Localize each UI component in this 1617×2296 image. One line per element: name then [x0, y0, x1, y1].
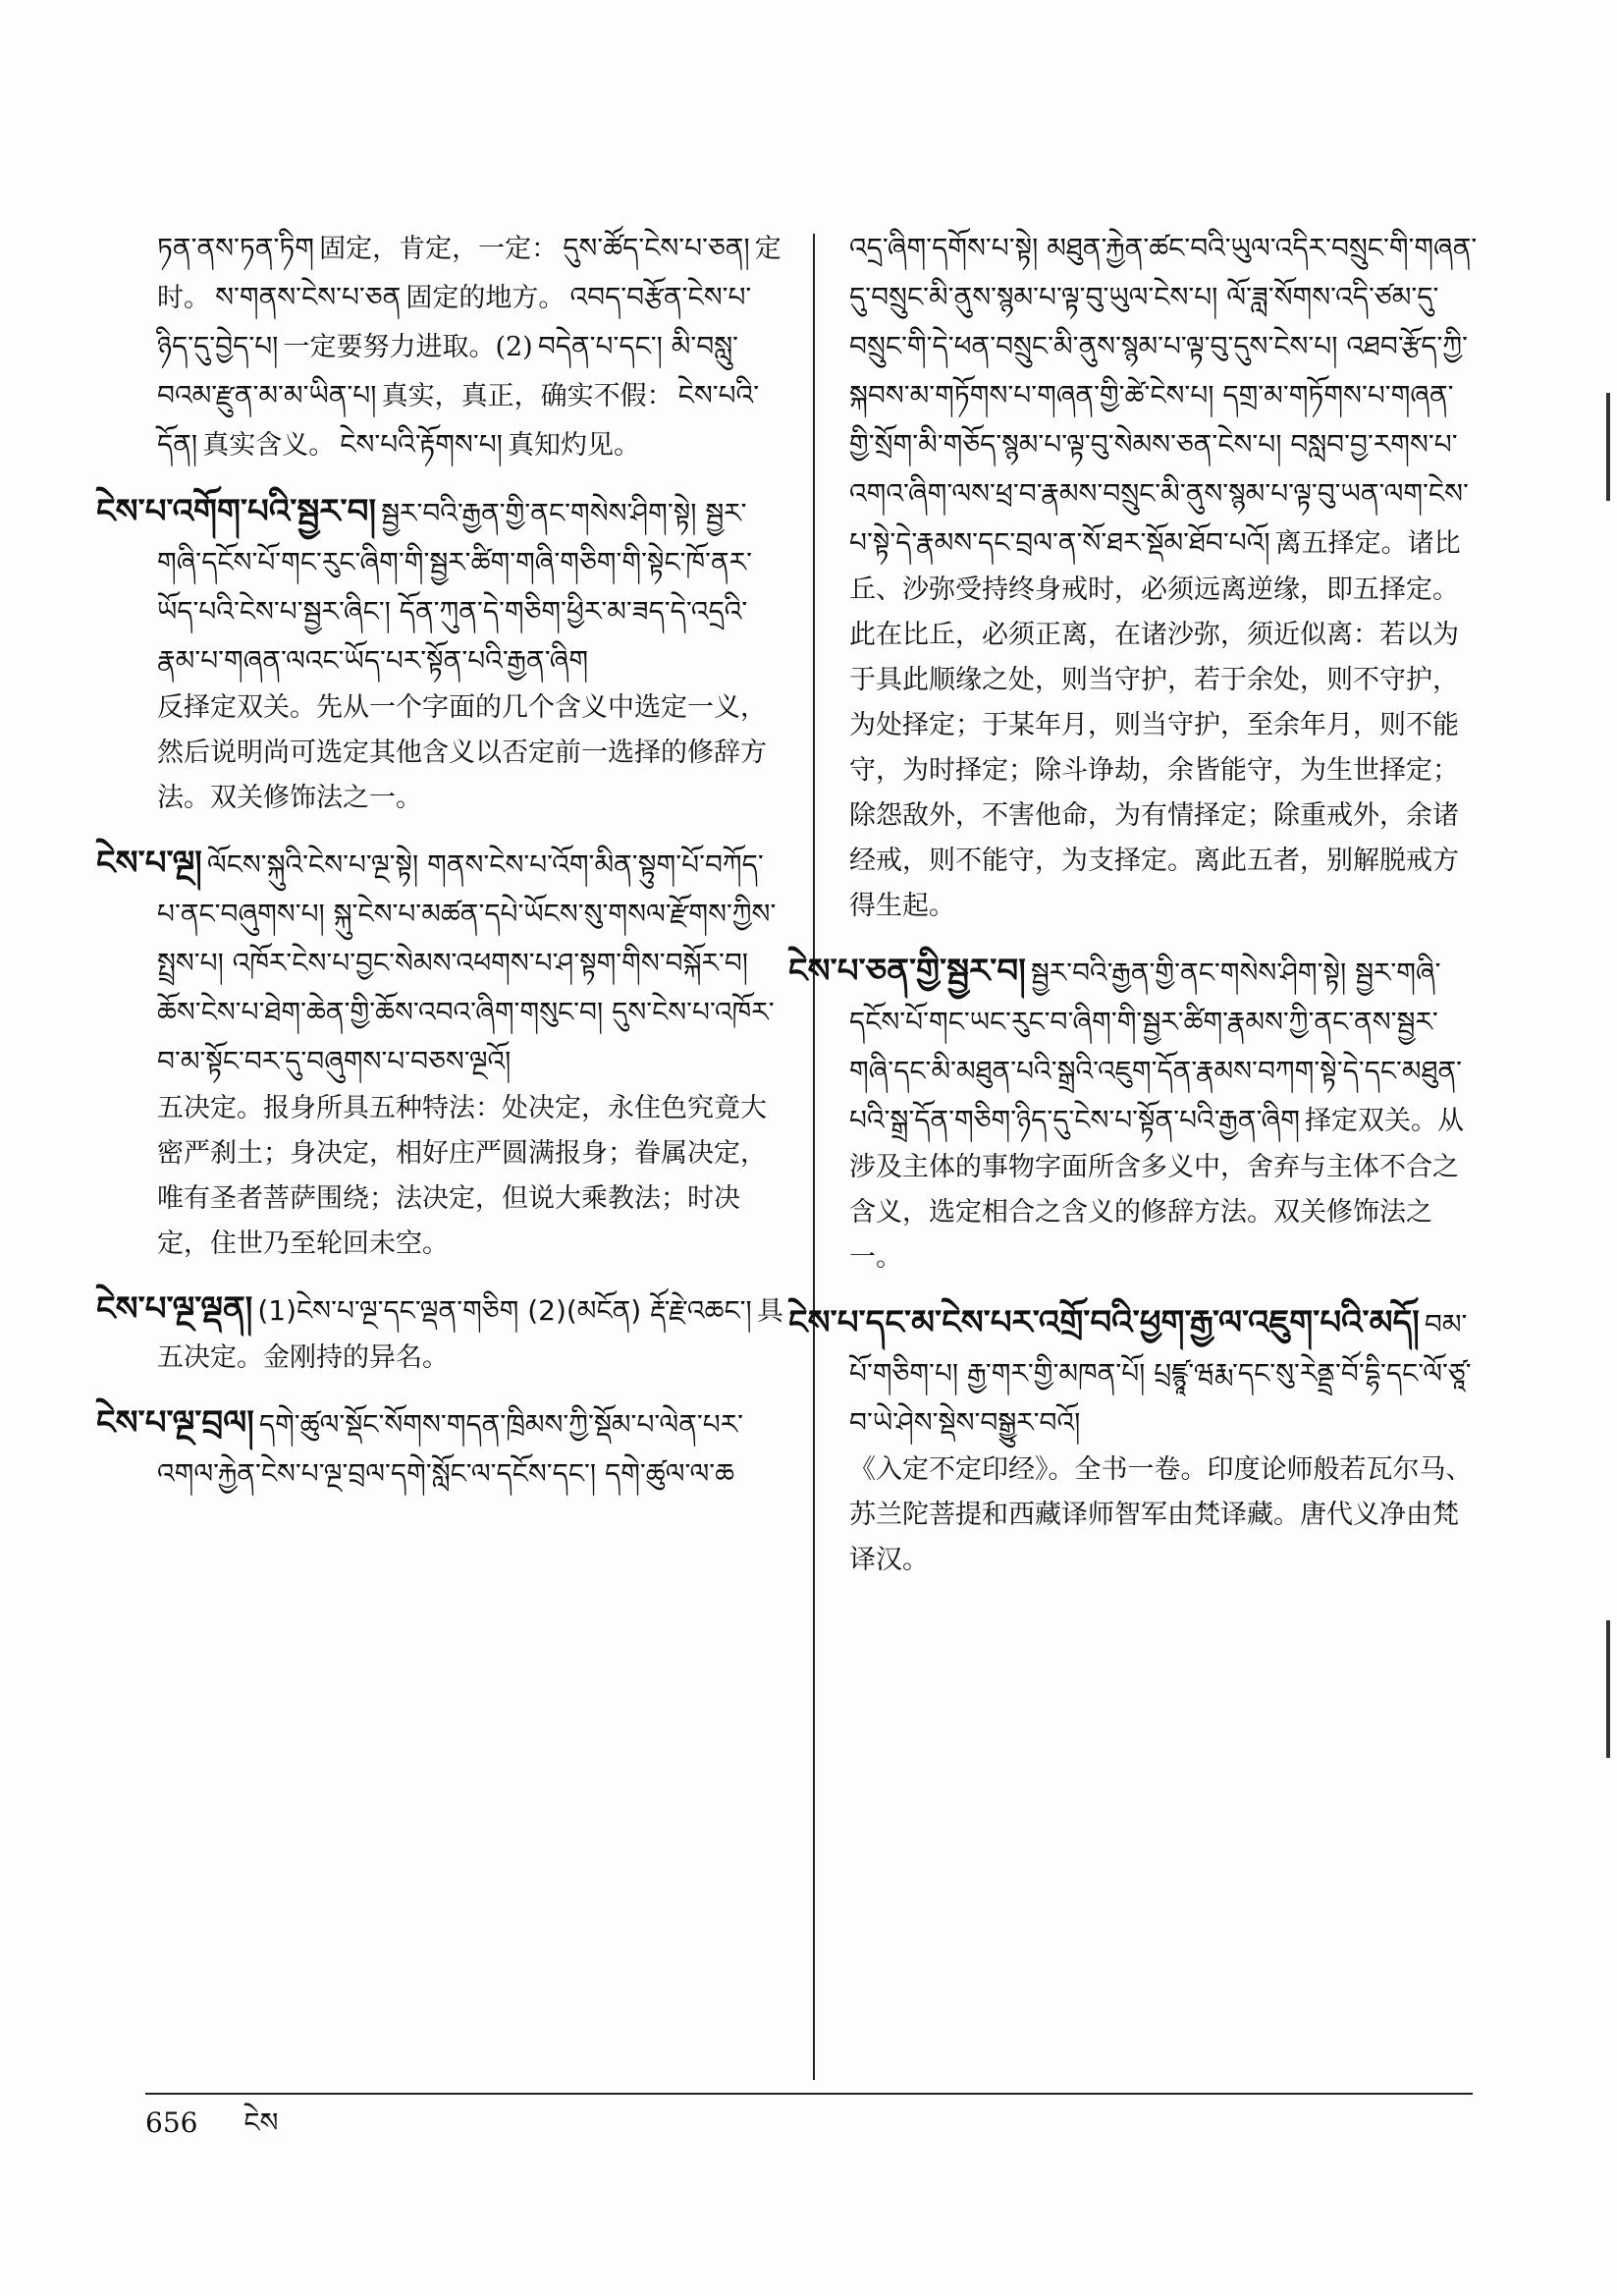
chinese-definition: 《入定不定印经》。全书一卷。印度论师般若瓦尔马、苏兰陀菩提和西藏译师智军由梵译藏。唐代义净由梵译汉。: [849, 1454, 1473, 1575]
chinese-text: 真实含义。: [202, 430, 336, 461]
chinese-text: 定时。: [157, 234, 782, 313]
entry: [96, 839, 785, 1267]
column-divider: [813, 234, 815, 2080]
page-footer: [145, 2104, 278, 2143]
tibetan-text: ངེས་པའི་དོན།: [157, 379, 760, 461]
tibetan-text: དུས་ཚོད་ངེས་པ་ཅན།: [563, 232, 750, 264]
chinese-text: 固定的地方。: [405, 283, 566, 313]
headword: ངེས་པ་ལྔ།: [96, 844, 202, 883]
tibetan-text: ས་གནས་ངེས་པ་ཅན: [215, 281, 402, 313]
entry: [96, 1398, 785, 1499]
chinese-text: 固定，肯定，一定：: [319, 234, 559, 264]
tibetan-text: འབད་བརྩོན་ངེས་པ་ཉིད་དུ་བྱེད་པ།: [157, 281, 752, 362]
chinese-text: 一定要努力进取。(2): [283, 332, 533, 362]
tibetan-text: བདེན་པ་དང་། མི་བསླུ་བའམ་རྫུན་མ་མ་ཡིན་པ།: [157, 330, 738, 411]
tibetan-definition: སྦྱར་བའི་རྒྱན་གྱི་ནང་གསེས་ཤིག་སྟེ། སྦྱར་གཞི་དངོས་པོ་གང་ཡང་རུང་བ་ཞིག་གི་སྦྱར་ཚིག་རྣམས་ཀྱི་ནང་ནས་སྦྱར་གཞི་དང་མི་མཐུན་པའི་སྒྲའི་འཇུག་དོན་རྣམས་བཀག་སྟེ་དེ་དང་མཐུན་པའི་སྒྲ་དོན་གཅིག་ཉིད་དུ་ངེས་པ་སྟོན་པའི་རྒྱན་ཞིག: [849, 957, 1463, 1136]
entry: [96, 1285, 785, 1381]
chinese-definition: 择定双关。从涉及主体的事物字面所含多义中，舍弃与主体不合之含义，选定相合之含义的修辞方法。双关修饰法之一。: [849, 1106, 1465, 1273]
headword: ངེས་པ་ཅན་གྱི་སྦྱར་བ།: [788, 952, 1026, 991]
headword: ངེས་པ་དང་མ་ངེས་པར་འགྲོ་བའི་ཕྱག་རྒྱ་ལ་འཇུག་པའི་མདོ།: [788, 1303, 1420, 1342]
chinese-text: 真知灼见。: [507, 430, 640, 461]
scan-edge-mark: [1606, 1620, 1610, 1758]
tibetan-definition: དགེ་ཚུལ་སྡོང་སོགས་གདན་ཁྲིམས་ཀྱི་སྡོམ་པ་ལེན་པར་འགལ་རྐྱེན་ངེས་པ་ལྔ་བྲལ་དགེ་སློང་ལ་དངོས་དང་། དགེ་ཚུལ་ལ་ཆ: [157, 1408, 744, 1490]
entry: [788, 947, 1478, 1281]
right-column: [788, 224, 1478, 1601]
headword: ངེས་པ་འགོག་པའི་སྦྱར་བ།: [96, 492, 377, 531]
headword: ངེས་པ་ལྔ་བྲལ།: [96, 1403, 254, 1443]
chinese-definition: 五决定。报身所具五种特法：处决定，永住色究竟大密严刹土；身决定，相好庄严圆满报身；眷属决定，唯有圣者菩萨围绕；法决定，但说大乘教法；时决定，住世乃至轮回未空。: [157, 1093, 767, 1259]
tibetan-definition: འདྲ་ཞིག་དགོས་པ་སྟེ། མཐུན་རྐྱེན་ཚང་བའི་ཡུལ་འདིར་བསྲུང་གི་གཞན་དུ་བསྲུང་མི་ནུས་སྙམ་པ་ལྟ་བུ་ཡུལ་ངེས་པ། ལོ་ཟླ་སོགས་འདི་ཙམ་དུ་བསྲུང་གི་དེ་ཕན་བསྲུང་མི་ནུས་སྙམ་པ་ལྟ་བུ་དུས་ངེས་པ། འཐབ་རྩོད་ཀྱི་སྐབས་མ་གཏོགས་པ་གཞན་གྱི་ཚེ་ངེས་པ། དགྲ་མ་གཏོགས་པ་གཞན་གྱི་སྲོག་མི་གཅོད་སྙམ་པ་ལྟ་བུ་སེམས་ཅན་ངེས་པ། བསླབ་བྱ་རགས་པ་འགའ་ཞིག་ལས་ཕྲ་བ་རྣམས་བསྲུང་མི་ནུས་སྙམ་པ་ལྟ་བུ་ཡན་ལག་ངེས་པ་སྟེ་དེ་རྣམས་དང་བྲལ་ན་སོ་ཐར་སྡོམ་ཐོབ་པའོ།: [849, 232, 1478, 559]
headword: ངེས་པ་ལྔ་ལྡན།: [96, 1289, 253, 1329]
entry: [788, 1298, 1478, 1583]
entry: [96, 487, 785, 821]
tibetan-definition: (1)ངེས་པ་ལྔ་དང་ལྡན་གཅིག (2)(མངོན) རྡོ་རྗེ་འཆང་།: [257, 1294, 752, 1327]
tibetan-text: ཏན་ནས་ཏན་ཏིག: [157, 232, 314, 264]
page-number: 656: [145, 2106, 198, 2139]
entry-continuation-left: [157, 224, 785, 469]
left-column: [96, 224, 785, 1516]
running-head: ངེས: [243, 2106, 279, 2139]
chinese-definition: 离五择定。诸比丘、沙弥受持终身戒时，必须远离逆缘，即五择定。此在比丘，必须正离，在诸沙弥，须近似离：若以为于具此顺缘之处，则当守护，若于余处，则不守护，为处择定；于某年月，则当守护，至余年月，则不能守，为时择定；除斗诤劫，余皆能守，为生世择定；除怨敌外，不害他命，为有情择定；除重戒外，余诸经戒，则不能守，为支择定。离此五者，别解脱戒方得生起。: [849, 528, 1461, 921]
chinese-definition: 反择定双关。先从一个字面的几个含义中选定一义，然后说明尚可选定其他含义以否定前一选择的修辞方法。双关修饰法之一。: [157, 692, 767, 813]
tibetan-text: ངེས་པའི་རྟོགས་པ།: [340, 428, 503, 461]
footer-rule: [145, 2093, 1473, 2095]
chinese-text: 真实，真正，确实不假：: [381, 381, 674, 411]
tibetan-definition: སྦྱར་བའི་རྒྱན་གྱི་ནང་གསེས་ཤིག་སྟེ། སྦྱར་གཞི་དངོས་པོ་གང་རུང་ཞིག་གི་སྦྱར་ཚིག་གཞི་གཅིག་གི་སྟེང་ཁོ་ནར་ཡོད་པའི་ངེས་པ་སྦྱར་ཞིང་། དོན་ཀུན་དེ་གཅིག་ཕྱིར་མ་ཟད་དེ་འདྲའི་རྣམ་པ་གཞན་ལའང་ཡོད་པར་སྟོན་པའི་རྒྱན་ཞིག: [157, 497, 753, 677]
scan-edge-mark: [1606, 393, 1610, 501]
tibetan-definition: ལོངས་སྐུའི་ངེས་པ་ལྔ་སྟེ། གནས་ངེས་པ་འོག་མིན་སྟུག་པོ་བཀོད་པ་ནང་བཞུགས་པ། སྐུ་ངེས་པ་མཚན་དཔེ་ཡོངས་སུ་གསལ་རྫོགས་ཀྱིས་སྤྲས་པ། འཁོར་ངེས་པ་བྱང་སེམས་འཕགས་པ་ཤ་སྟག་གིས་བསྐོར་བ། ཆོས་ངེས་པ་ཐེག་ཆེན་གྱི་ཆོས་འབའ་ཞིག་གསུང་བ། དུས་ངེས་པ་འཁོར་བ་མ་སྟོང་བར་དུ་བཞུགས་པ་བཅས་ལྔའོ།: [157, 848, 777, 1077]
chinese-definition: 具五决定。金刚持的异名。: [157, 1296, 783, 1373]
entry-continuation-right: [849, 224, 1478, 929]
tibetan-definition: བམ་པོ་གཅིག་པ། རྒྱ་གར་གྱི་མཁན་པོ། པྲཛྙཱ་ཝརྨ་དང་སུ་རེནྡྲ་བོ་དྷི་དང་ལོ་ཙཱ་བ་ཡེ་ཤེས་སྡེས་བསྒྱུར་བའོ།: [849, 1308, 1472, 1439]
